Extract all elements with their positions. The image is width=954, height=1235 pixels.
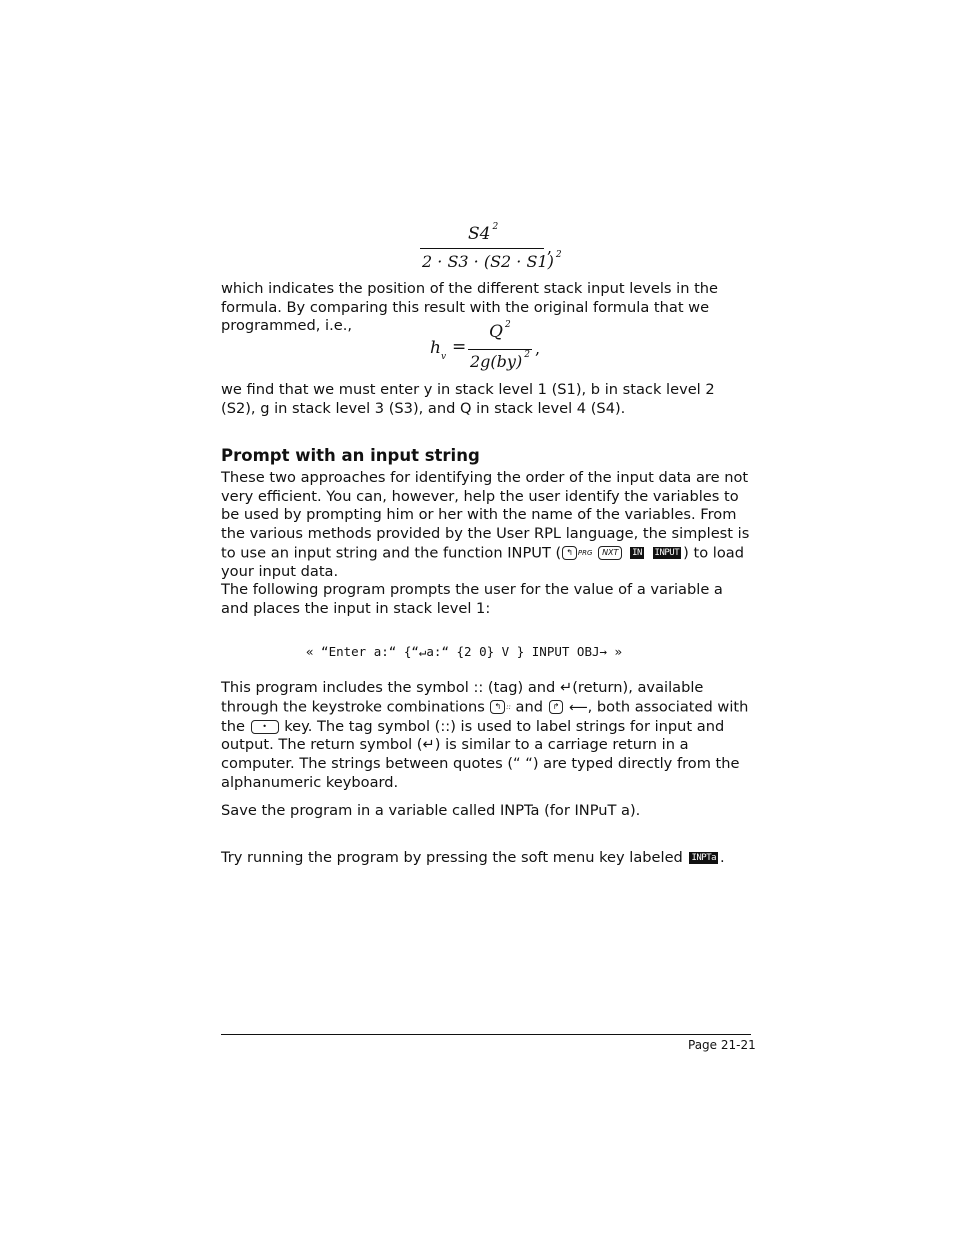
right-shift-key-icon: ↱	[549, 700, 564, 714]
paragraph-input-string: These two approaches for identifying the order of the input data are not very efficient. You can, however, help the user identify the variables to be used by prompting him or her with the name of the variables. From the various methods provided by the User RPL language, the simplest is to use an input string and the function INPUT ( ↰ PRG NXT IN INPUT ) to load your input data.	[221, 469, 750, 580]
left-shift-key-icon: ↰	[490, 700, 505, 714]
program-code: « “Enter a:“ {“↵a:“ {2 0} V } INPUT OBJ→ »	[306, 644, 623, 659]
soft-menu-inpta: INPTa	[691, 853, 717, 863]
formula1-numerator: S4 $^2$	[468, 222, 499, 244]
paragraph-run-program: Try running the program by pressing the soft menu key labeled INPTa .	[221, 849, 725, 866]
nxt-key: NXT	[598, 546, 622, 560]
paragraph-save-program: Save the program in a variable called INPTa (for INPuT a).	[221, 802, 641, 819]
paragraph-stack-levels: which indicates the position of the different stack input levels in the formula. By comparing this result with the original formula that we programmed, i.e.,	[221, 280, 719, 335]
tag-label: ::	[506, 702, 511, 711]
prg-label: PRG	[577, 548, 593, 557]
enter-arrow-icon: ⟵	[568, 700, 588, 716]
left-shift-key-icon: ↰	[562, 546, 577, 560]
formula2-comma: ,	[535, 339, 541, 358]
return-symbol: ↵	[559, 679, 573, 696]
formula1-denominator: 2 · S3 · (S2 · S1) $^2$	[422, 250, 562, 271]
paragraph-stack-assignment: we find that we must enter y in stack level 1 (S1), b in stack level 2 (S2), g in stack level 3 (S3), and Q in stack level 4 (S4).	[221, 381, 715, 417]
soft-menu-in: IN	[632, 548, 642, 559]
formula2-lhs: $h_v$	[430, 338, 447, 363]
paragraph-tag-return: This program includes the symbol :: (tag) and ↵(return), available through the keystroke combinations ↰ :: and ↱ ⟵, both associated with the • key. The tag symbol (::) is used to label strings for input and output. The return symbol (↵) is similar to a carriage return in a computer. The strings between quotes (“ “) are typed directly from the alphanumeric keyboard.	[221, 679, 749, 791]
return-symbol: ↵	[422, 736, 435, 754]
fraction-bar	[468, 349, 532, 350]
section-heading: Prompt with an input string	[221, 446, 480, 465]
formula2-numerator: Q $^2$	[489, 320, 511, 342]
paragraph-program-intro: The following program prompts the user for the value of a variable a and places the input in stack level 1:	[221, 581, 723, 617]
formula2-denominator: 2g(by) $^2$	[470, 350, 530, 371]
page-number: Page 21-21	[688, 1038, 756, 1052]
soft-menu-input: INPUT	[654, 548, 680, 559]
period-key-icon: •	[251, 720, 279, 734]
equals-sign: =	[452, 337, 467, 357]
footer-rule	[221, 1034, 751, 1035]
formula-stack-positions	[420, 224, 580, 274]
formula-velocity-head	[430, 322, 560, 378]
fraction-bar	[420, 248, 544, 249]
formula1-comma: ,	[547, 238, 553, 257]
